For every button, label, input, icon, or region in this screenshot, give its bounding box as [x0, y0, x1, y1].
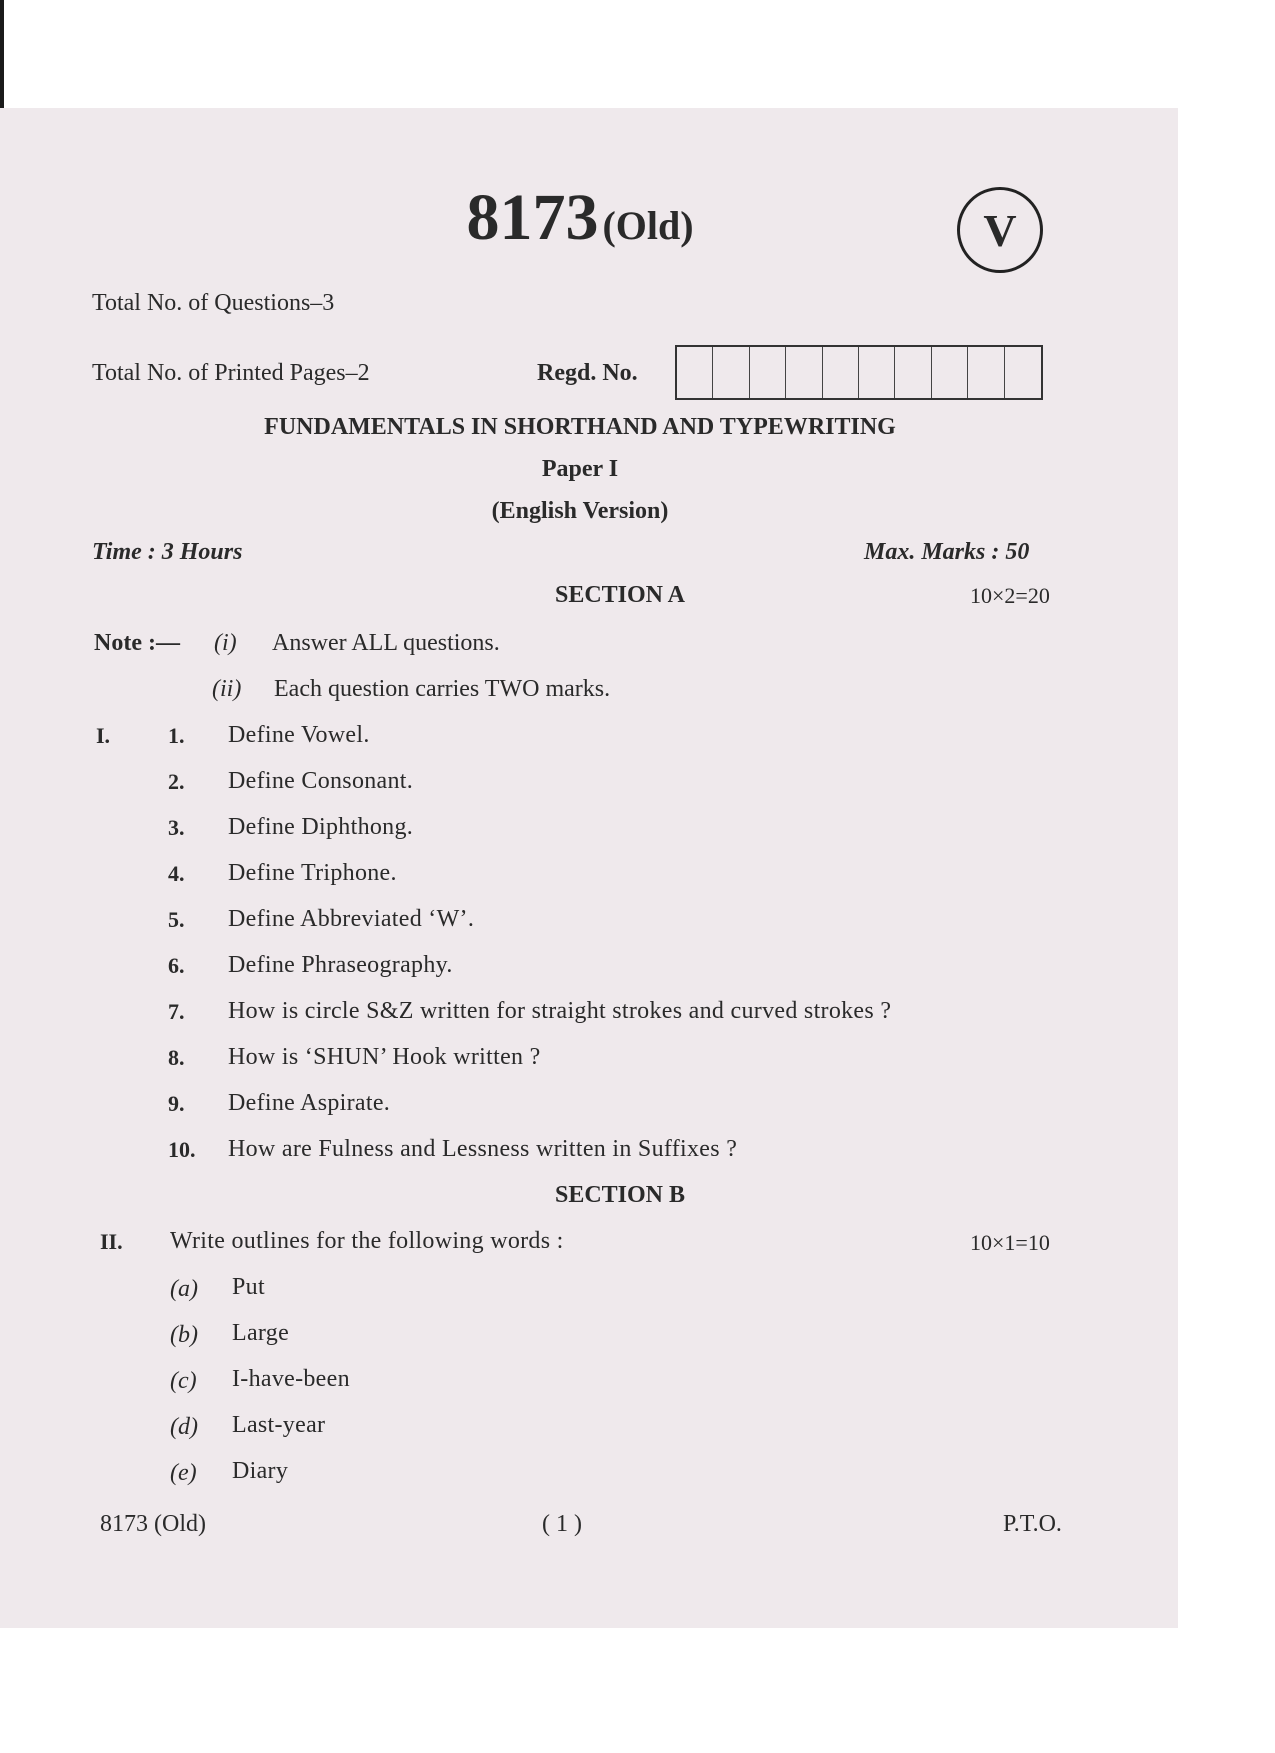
- question-number: 9.: [168, 1091, 185, 1116]
- question-group-1: I.: [96, 723, 111, 748]
- paper-code-suffix: (Old): [602, 203, 694, 248]
- section-a-title: SECTION A: [554, 582, 686, 608]
- question-text: Define Diphthong.: [228, 814, 414, 840]
- version-title: (English Version): [491, 498, 669, 524]
- max-marks: Max. Marks : 50: [864, 539, 1030, 565]
- question-text: Define Aspirate.: [228, 1090, 391, 1116]
- regd-box: [1005, 347, 1041, 398]
- paper-code-number: 8173: [466, 181, 599, 254]
- footer-code: 8173 (Old): [100, 1511, 206, 1537]
- item-text: I-have-been: [232, 1366, 350, 1392]
- item-text: Diary: [232, 1458, 289, 1484]
- item-label: (c): [170, 1368, 197, 1394]
- regd-box: [786, 347, 822, 398]
- section-b-title: SECTION B: [554, 1182, 686, 1208]
- pto-label: P.T.O.: [1003, 1511, 1062, 1537]
- regd-box: [968, 347, 1004, 398]
- question-number: 6.: [168, 953, 185, 978]
- question-text: Define Abbreviated ‘W’.: [228, 906, 475, 932]
- total-questions: Total No. of Questions–3: [92, 290, 335, 316]
- regd-label: Regd. No.: [537, 360, 638, 386]
- regd-box: [859, 347, 895, 398]
- note-2-num: (ii): [212, 676, 242, 702]
- item-label: (e): [170, 1460, 197, 1486]
- question-number: 5.: [168, 907, 185, 932]
- section-a-marks: 10×2=20: [970, 583, 1050, 608]
- question-number: 10.: [168, 1137, 196, 1162]
- item-label: (a): [170, 1276, 198, 1302]
- question-number: 1.: [168, 723, 185, 748]
- question-number: 4.: [168, 861, 185, 886]
- regd-box: [895, 347, 931, 398]
- total-pages: Total No. of Printed Pages–2: [92, 360, 370, 386]
- question-text: How is ‘SHUN’ Hook written ?: [228, 1044, 541, 1070]
- regd-box: [932, 347, 968, 398]
- question-text: Define Consonant.: [228, 768, 414, 794]
- question-group-2: II.: [100, 1229, 123, 1254]
- question-text: How are Fulness and Lessness written in Suffixes ?: [228, 1136, 738, 1162]
- question-number: 2.: [168, 769, 185, 794]
- question-number: 3.: [168, 815, 185, 840]
- question-number: 7.: [168, 999, 185, 1024]
- note-1-num: (i): [214, 630, 237, 656]
- item-text: Large: [232, 1320, 290, 1346]
- scan-edge: [0, 0, 4, 112]
- subject-title: FUNDAMENTALS IN SHORTHAND AND TYPEWRITING: [264, 414, 896, 440]
- item-text: Put: [232, 1274, 265, 1300]
- version-badge: V: [957, 187, 1043, 273]
- question-number: 8.: [168, 1045, 185, 1070]
- item-text: Last-year: [232, 1412, 326, 1438]
- item-label: (b): [170, 1322, 198, 1348]
- section-b-instruction: Write outlines for the following words :: [170, 1228, 564, 1254]
- section-b-marks: 10×1=10: [970, 1230, 1050, 1255]
- question-text: Define Triphone.: [228, 860, 397, 886]
- regd-box: [750, 347, 786, 398]
- page-number: ( 1 ): [542, 1511, 582, 1537]
- regd-box: [677, 347, 713, 398]
- time-allowed: Time : 3 Hours: [92, 539, 243, 565]
- note-label: Note :—: [94, 630, 180, 656]
- regd-box: [713, 347, 749, 398]
- regd-number-boxes: [675, 345, 1043, 400]
- regd-box: [823, 347, 859, 398]
- item-label: (d): [170, 1414, 198, 1440]
- paper-title: Paper I: [541, 456, 619, 482]
- question-text: How is circle S&Z written for straight strokes and curved strokes ?: [228, 998, 892, 1024]
- note-1-text: Answer ALL questions.: [272, 630, 500, 656]
- question-text: Define Phraseography.: [228, 952, 453, 978]
- question-text: Define Vowel.: [228, 722, 370, 748]
- note-2-text: Each question carries TWO marks.: [274, 676, 611, 702]
